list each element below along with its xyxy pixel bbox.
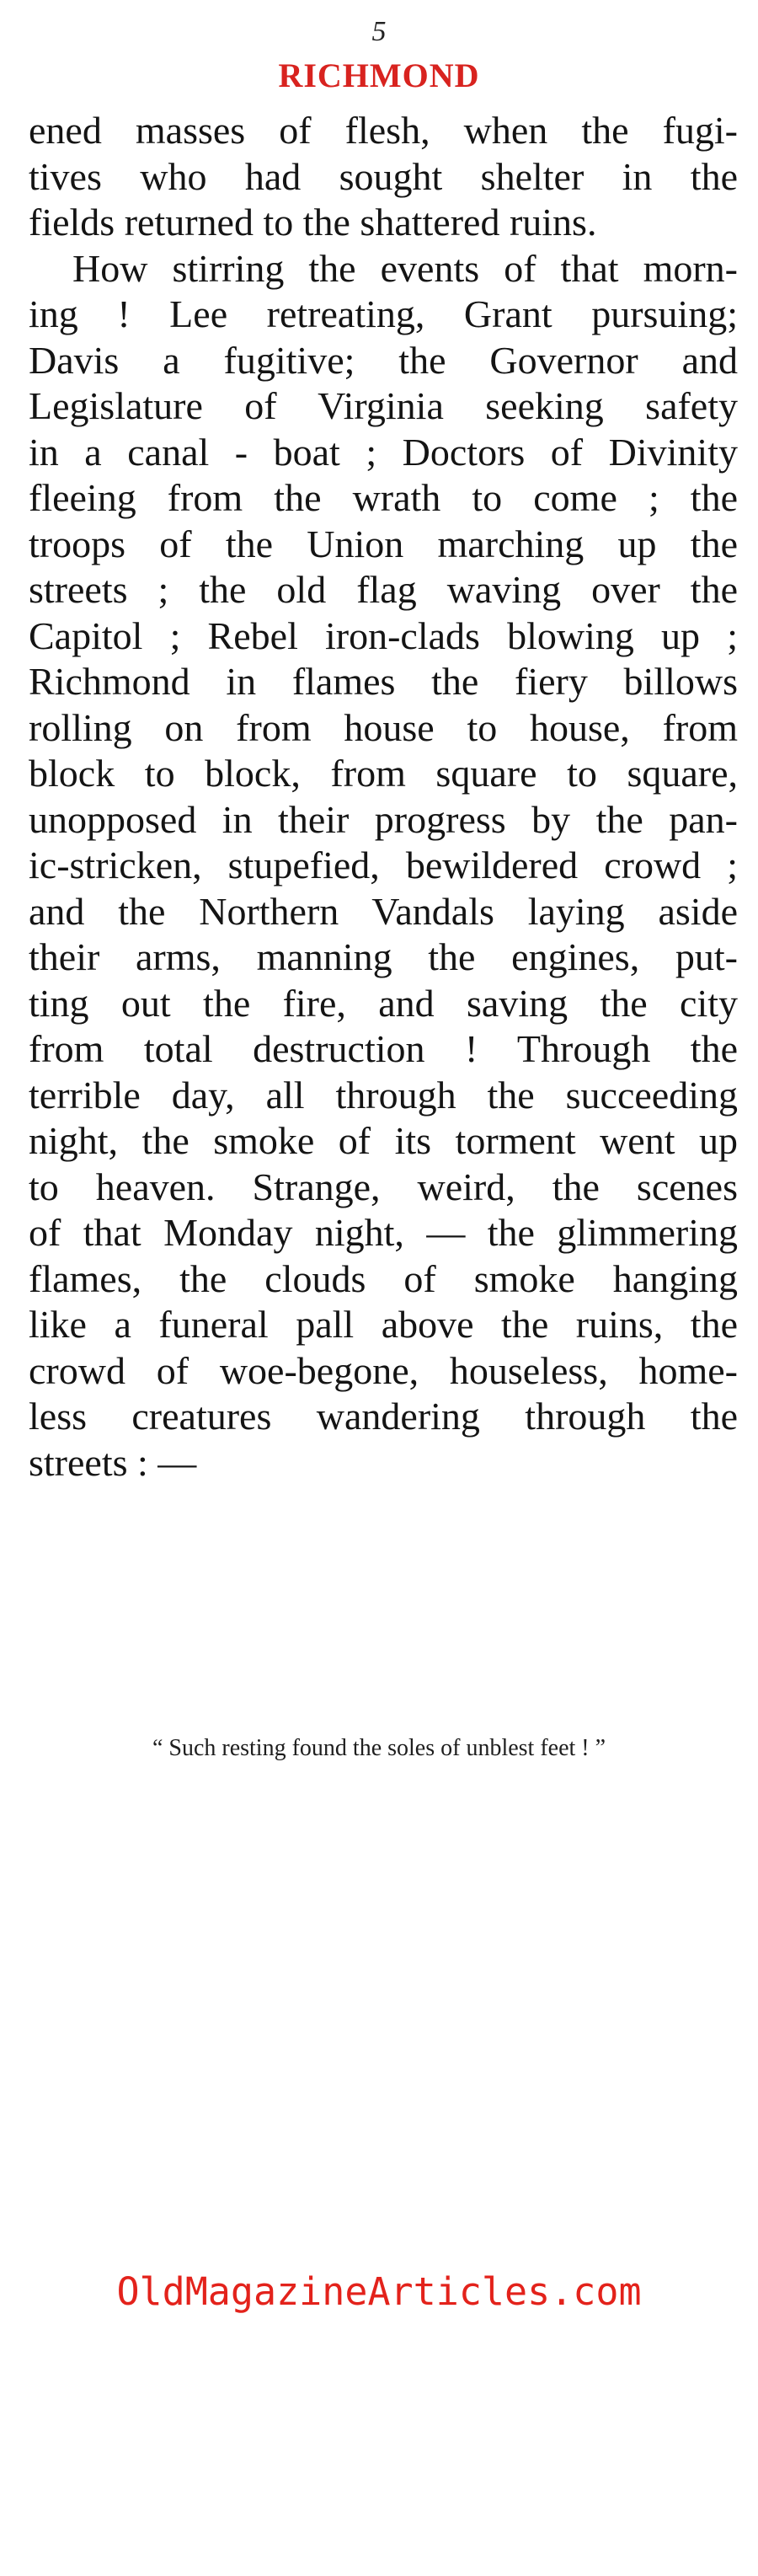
text-line: fleeing from the wrath to come ; the bbox=[29, 476, 738, 519]
text-line: like a funeral pall above the ruins, the bbox=[29, 1303, 738, 1346]
text-line: and the Northern Vandals laying aside bbox=[29, 889, 738, 933]
article-body bbox=[29, 108, 738, 1486]
text-line: in a canal - boat ; Doctors of Divinity bbox=[29, 430, 738, 474]
text-line: streets ; the old flag waving over the bbox=[29, 568, 738, 611]
text-line: unopposed in their progress by the pan- bbox=[29, 797, 738, 841]
text-line: flames, the clouds of smoke hanging bbox=[29, 1256, 738, 1300]
text-line: rolling on from house to house, from bbox=[29, 705, 738, 749]
text-line: troops of the Union marching up the bbox=[29, 522, 738, 565]
text-line: ing ! Lee retreating, Grant pursuing; bbox=[29, 292, 738, 335]
text-line: ic-stricken, stupefied, bewildered crowd ; bbox=[29, 843, 738, 886]
text-line: streets : — bbox=[29, 1440, 197, 1484]
text-line: Capitol ; Rebel iron-clads blowing up ; bbox=[29, 613, 738, 657]
text-line: Richmond in flames the fiery billows bbox=[29, 660, 738, 703]
text-line: fields returned to the shattered ruins. bbox=[29, 201, 597, 244]
section-title: RICHMOND bbox=[278, 56, 480, 94]
text-line: ened masses of flesh, when the fugi- bbox=[29, 109, 738, 152]
text-line: block to block, from square to square, bbox=[29, 752, 738, 795]
text-line: terrible day, all through the succeeding bbox=[29, 1073, 738, 1117]
text-line: crowd of woe-begone, houseless, home- bbox=[29, 1348, 738, 1392]
text-line: less creatures wandering through the bbox=[29, 1395, 738, 1438]
text-line: from total destruction ! Through the bbox=[29, 1027, 738, 1070]
text-line: their arms, manning the engines, put- bbox=[29, 935, 738, 978]
paragraph-2 bbox=[29, 246, 738, 1486]
quotation: “ Such resting found the soles of unblest feet ! ” bbox=[152, 1735, 606, 1761]
text-line: night, the smoke of its torment went up bbox=[29, 1119, 738, 1162]
paragraph-1 bbox=[29, 108, 738, 246]
text-line: tives who had sought shelter in the bbox=[29, 154, 738, 198]
text-line: to heaven. Strange, weird, the scenes bbox=[29, 1165, 738, 1208]
text-line: Legislature of Virginia seeking safety bbox=[29, 384, 738, 427]
text-line: How stirring the events of that morn- bbox=[72, 246, 738, 290]
page-number: 5 bbox=[371, 16, 387, 47]
text-line: of that Monday night, — the glimmering bbox=[29, 1211, 738, 1254]
text-line: Davis a fugitive; the Governor and bbox=[29, 338, 738, 382]
source-watermark: OldMagazineArticles.com bbox=[116, 2269, 642, 2314]
text-line: ting out the fire, and saving the city bbox=[29, 981, 738, 1025]
